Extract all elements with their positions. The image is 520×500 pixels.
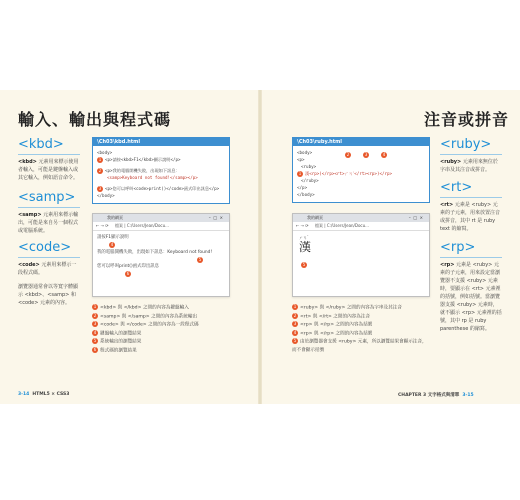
divider xyxy=(18,257,80,258)
callout-marker: 5 xyxy=(302,261,306,267)
page-number: 3-15 xyxy=(462,393,474,398)
browser-output-line: 您可以呼叫print()函式印出訊息 xyxy=(97,264,160,269)
samp-heading: <samp> xyxy=(18,190,76,205)
left-browser-window xyxy=(92,213,230,297)
callout-marker: 4 xyxy=(382,152,386,157)
divider xyxy=(18,154,80,155)
right-section-rt xyxy=(440,180,502,233)
code-line: <body> xyxy=(297,150,313,155)
browser-output-line: 請按F1顯示說明 xyxy=(97,235,129,240)
code-line: </body> xyxy=(97,193,115,198)
divider xyxy=(440,154,502,155)
ruby-heading: <ruby> xyxy=(440,137,492,152)
code-line: 1 漢<rp>(</rp><rt>ㄏㄢˋ</rt><rp>)</rp> xyxy=(298,171,393,176)
code-line: 3 <p>您可以呼叫<code>print()</code>函式印出訊息</p> xyxy=(98,186,220,191)
right-notes-list xyxy=(292,304,428,355)
right-browser-window xyxy=(292,213,430,297)
note-item: 1 <kbd> 與 </kbd> 之間的內容為鍵盤輸入 xyxy=(93,304,189,311)
monospace-note: 瀏覽器通常會以等寬字體顯示 <kbd>、<samp> 和 <code> 元素的內容。 xyxy=(18,284,79,306)
callout-marker: 3 xyxy=(98,186,102,191)
callout-row: 6 xyxy=(126,271,130,276)
callout-marker: 2 xyxy=(346,152,350,157)
address-bar[interactable]: ← → ⟳ 檔案 | C:/Users/Jean/Docu... xyxy=(93,222,229,231)
left-section-samp xyxy=(18,190,80,235)
note-item: 2 <rt> 與 </rt> 之間的內容為注音 xyxy=(293,312,371,319)
left-notes-list xyxy=(92,304,199,355)
code-line: </p> xyxy=(297,185,308,190)
note-item: 5 由於瀏覽器會支援 <ruby> 元素，所以瀏覽結果會顯示注音，而不會顯示括號 xyxy=(292,338,427,353)
note-item: 5 系統輸出的瀏覽結果 xyxy=(93,338,142,345)
divider xyxy=(440,257,502,258)
code-line: </body> xyxy=(297,192,315,197)
code-line: <samp>Keyboard not found!</samp></p> xyxy=(107,175,198,180)
kbd-heading: <kbd> xyxy=(18,137,64,152)
callout-marker: 2 xyxy=(98,168,102,173)
left-code-listing xyxy=(92,137,230,204)
book-title: HTML5 × CSS3 xyxy=(32,392,70,397)
code-filename: \Ch03\ruby.html xyxy=(293,138,429,146)
chapter-title: CHAPTER 3 文字格式與清單 xyxy=(398,393,460,398)
page-number: 3-14 xyxy=(18,392,30,397)
note-item: 3 <code> 與 </code> 之間的內容為一段程式碼 xyxy=(93,321,199,328)
divider xyxy=(18,207,80,208)
browser-tab[interactable]: 我的網頁 – □ × xyxy=(93,214,229,222)
right-code-listing xyxy=(292,137,430,203)
code-line: <ruby> xyxy=(301,164,317,169)
ruby-description: <ruby> 元素用來無位於字串及其注音或拼音。 xyxy=(440,159,498,173)
code-line: </ruby> xyxy=(301,178,319,183)
samp-description: <samp> 元素用來標示輸出，可能是來自另一個程式或電腦系統。 xyxy=(18,212,79,234)
left-section-kbd xyxy=(18,137,80,182)
note-item: 6 程式碼的瀏覽結果 xyxy=(93,346,137,353)
code-filename: \Ch03\kbd.html xyxy=(93,138,229,146)
note-item: 2 <samp> 與 </samp> 之間的內容為系統輸出 xyxy=(93,312,198,319)
rp-description: <rp> 元素是 <ruby> 元素的子元素，用來設定當瀏覽器不支援 <ruby> 元素時，要顯示在 <rt> 元素裡的括號，例如括號。當瀏覽器支援 <ruby> 元素時，就不顯示 <rp> 元素裡的括號，其中 rp 是 ruby parenthese 的縮寫。 xyxy=(440,262,502,332)
callout-row: 4 xyxy=(110,242,114,247)
window-controls[interactable]: – □ × xyxy=(208,215,223,220)
rt-description: <rt> 元素是 <ruby> 元素的子元素，用來放置注音或拼音，其中 rt 是 ruby text 的縮寫。 xyxy=(440,202,501,232)
callout-row: 5 xyxy=(198,256,202,262)
code-line: <p> xyxy=(297,157,305,162)
note-item: 4 <rp> 與 </rp> 之間的內容為括號 xyxy=(293,329,373,336)
code-description: <code> 元素用來標示一段程式碼。 xyxy=(18,262,77,276)
nav-arrows-icon[interactable]: ← → ⟳ xyxy=(296,223,309,228)
code-line: <body> xyxy=(97,150,113,155)
right-section-ruby xyxy=(440,137,502,174)
book-gutter xyxy=(258,90,262,404)
callout-marker: 1 xyxy=(298,171,302,176)
left-section-code xyxy=(18,240,80,307)
right-page-title: 注音或拼音 xyxy=(424,110,510,129)
rt-heading: <rt> xyxy=(440,180,473,195)
note-item: 3 <rp> 與 </rp> 之間的內容為括號 xyxy=(293,321,373,328)
code-line: 1 <p>請按<kbd>F1</kbd>顯示說明</p> xyxy=(98,157,181,162)
note-item: 1 <ruby> 與 </ruby> 之間的內容為字串及其注音 xyxy=(293,304,402,311)
address-bar[interactable]: ← → ⟳ 檔案 | C:/Users/Jean/Docu... xyxy=(293,222,429,231)
right-footer xyxy=(398,392,474,398)
code-heading: <code> xyxy=(18,240,72,255)
right-section-rp xyxy=(440,240,502,333)
note-item: 4 鍵盤輸入的瀏覽結果 xyxy=(93,329,142,336)
window-controls[interactable]: – □ × xyxy=(408,215,423,220)
browser-tab[interactable]: 我的網頁 – □ × xyxy=(293,214,429,222)
ruby-annotation: ㄏㄢˋ xyxy=(299,235,309,240)
callout-marker: 3 xyxy=(364,152,368,157)
browser-output-line: 我的電腦開機失敗，出現如下訊息：Keyboard not found! xyxy=(97,249,213,255)
divider xyxy=(440,197,502,198)
ruby-base-character: 漢 xyxy=(299,240,312,254)
callout-marker: 1 xyxy=(98,157,102,162)
rp-heading: <rp> xyxy=(440,240,476,255)
nav-arrows-icon[interactable]: ← → ⟳ xyxy=(96,223,109,228)
code-line: 2 <p>我的電腦開機失敗，出現如下訊息： xyxy=(98,168,180,173)
left-footer xyxy=(18,392,69,397)
kbd-description: <kbd> 元素用來標示使用者輸入，可能是鍵盤輸入或其它輸入，例如語音命令。 xyxy=(18,159,79,181)
left-page-title: 輸入、輸出與程式碼 xyxy=(18,110,172,129)
